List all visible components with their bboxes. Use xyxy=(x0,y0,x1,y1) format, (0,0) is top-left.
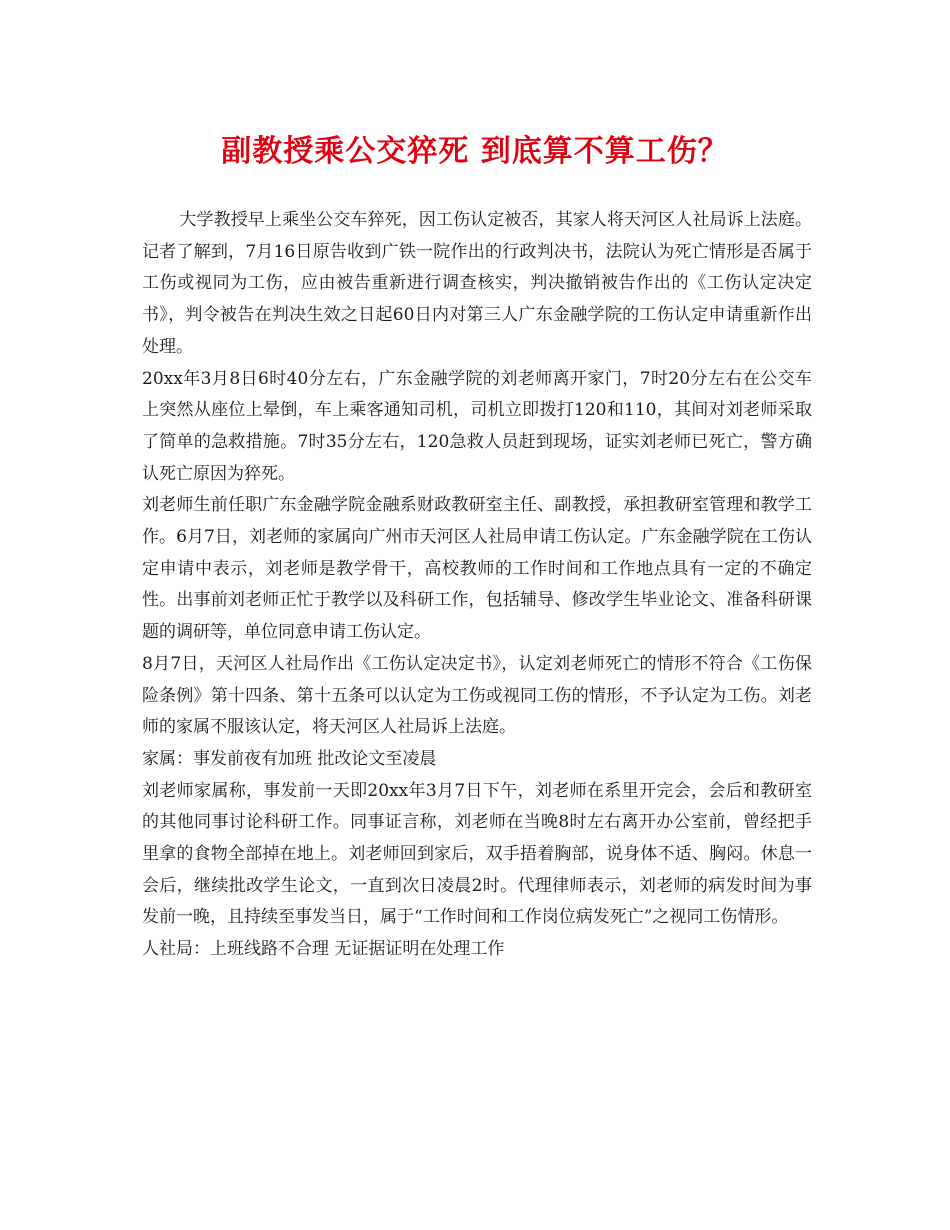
subheading-family: 家属：事发前夜有加班 批改论文至凌晨 xyxy=(142,748,437,769)
paragraph-background: 刘老师生前任职广东金融学院金融系财政教研室主任、副教授，承担教研室管理和教学工作。6月7日，刘老师的家属向广州市天河区人社局申请工伤认定。广东金融学院在工伤认定申请中表示，刘老师是教学骨干，高校教师的工作时间和工作地点具有一定的不确定性。出事前刘老师正忙于教学以及科研工作，包括辅导、修改学生毕业论文、准备科研课题的调研等，单位同意申请工伤认定。 xyxy=(142,495,812,643)
document-body xyxy=(142,205,812,966)
paragraph-family-claim: 刘老师家属称，事发前一天即20xx年3月7日下午，刘老师在系里开完会，会后和教研室的其他同事讨论科研工作。同事证言称，刘老师在当晚8时左右离开办公室前，曾经把手里拿的食物全部掉在地上。刘老师回到家后，双手捂着胸部，说身体不适、胸闷。休息一会后，继续批改学生论文，一直到次日凌晨2时。代理律师表示，刘老师的病发时间为事发前一晚，且持续至事发当日，属于“工作时间和工作岗位病发死亡”之视同工伤情形。 xyxy=(142,780,812,928)
paragraph-incident: 20xx年3月8日6时40分左右，广东金融学院的刘老师离开家门，7时20分左右在公交车上突然从座位上晕倒，车上乘客通知司机，司机立即拨打120和110，其间对刘老师采取了简单的急救措施。7时35分左右，120急救人员赶到现场，证实刘老师已死亡，警方确认死亡原因为猝死。 xyxy=(142,368,812,484)
document-title: 副教授乘公交猝死 到底算不算工伤？ xyxy=(221,134,729,169)
paragraph-intro: 大学教授早上乘坐公交车猝死，因工伤认定被否，其家人将天河区人社局诉上法庭。记者了解到，7月16日原告收到广铁一院作出的行政判决书，法院认为死亡情形是否属于工伤或视同为工伤，应由被告重新进行调查核实，判决撤销被告作出的《工伤认定决定书》，判令被告在判决生效之日起60日内对第三人广东金融学院的工伤认定申请重新作出处理。 xyxy=(142,210,812,357)
paragraph-decision: 8月7日，天河区人社局作出《工伤认定决定书》，认定刘老师死亡的情形不符合《工伤保险条例》第十四条、第十五条可以认定为工伤或视同工伤的情形，不予认定为工伤。刘老师的家属不服该认定，将天河区人社局诉上法庭。 xyxy=(142,653,812,738)
subheading-bureau: 人社局：上班线路不合理 无证据证明在处理工作 xyxy=(142,939,505,960)
